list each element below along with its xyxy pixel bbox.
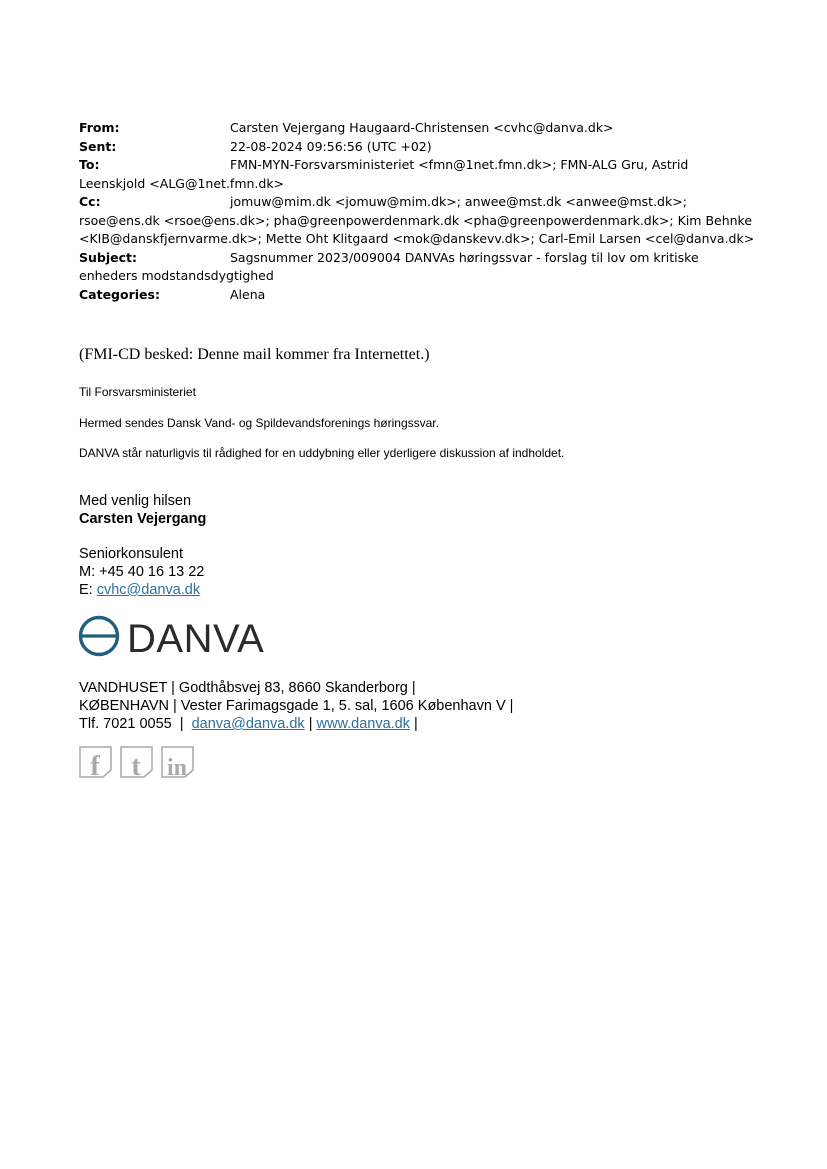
- categories-label: Categories:: [79, 286, 160, 302]
- cc-value-line3: <KIB@danskfjernvarme.dk>; Mette Oht Klitgaard <mok@danskevv.dk>; Carl-Emil Larsen <cel@danva.dk>: [79, 231, 755, 246]
- cc-label: Cc:: [79, 194, 101, 209]
- to-value-line1: FMN-MYN-Forsvarsministeriet <fmn@1net.fmn.dk>; FMN-ALG Gru, Astrid: [230, 157, 689, 172]
- facebook-icon[interactable]: [79, 746, 112, 778]
- danva-logo-mark: [81, 618, 118, 655]
- danva-logo-text: DANVA: [127, 617, 265, 659]
- subject-value-line1: Sagsnummer 2023/009004 DANVAs høringssvar - forslag til lov om kritiske: [230, 249, 699, 265]
- address-line-2: KØBENHAVN | Vester Farimagsgade 1, 5. sal, 1606 København V |: [79, 698, 514, 714]
- body-paragraph-2: DANVA står naturligvis til rådighed for en uddybning eller yderligere diskussion af indholdet.: [79, 446, 565, 460]
- subject-value-line2: enheders modstandsdygtighed: [79, 268, 274, 283]
- sent-value: 22-08-2024 09:56:56 (UTC +02): [230, 138, 432, 154]
- signature-email-link[interactable]: cvhc@danva.dk: [96, 582, 201, 598]
- svg-text:f: f: [90, 751, 100, 778]
- to-value-line2: Leenskjold <ALG@1net.fmn.dk>: [79, 175, 285, 191]
- signature-closing: Med venlig hilsen: [79, 493, 192, 509]
- email-header: [79, 119, 759, 304]
- from-label: From:: [79, 120, 120, 135]
- signature-phone: M: +45 40 16 13 22: [79, 564, 205, 580]
- linkedin-icon[interactable]: [161, 746, 194, 778]
- external-mail-banner: (FMI-CD besked: Denne mail kommer fra Internettet.): [79, 346, 430, 363]
- signature-title: Seniorkonsulent: [79, 546, 183, 562]
- sent-label: Sent:: [79, 138, 117, 154]
- org-email-link[interactable]: danva@danva.dk: [191, 716, 305, 732]
- cc-value-line1: jomuw@mim.dk <jomuw@mim.dk>; anwee@mst.dk <anwee@mst.dk>;: [230, 194, 687, 209]
- signature-email-prefix: E:: [79, 582, 97, 598]
- from-value: Carsten Vejergang Haugaard-Christensen <cvhc@danva.dk>: [230, 120, 614, 135]
- svg-text:t: t: [131, 751, 141, 778]
- to-label: To:: [79, 157, 100, 172]
- contact-separator: |: [304, 716, 317, 732]
- address-line-1: VANDHUSET | Godthåbsvej 83, 8660 Skanderborg |: [79, 680, 416, 696]
- signature-name: Carsten Vejergang: [79, 511, 207, 527]
- contact-line: [79, 715, 418, 733]
- signature-email-row: [79, 581, 200, 599]
- contact-trailing-separator: |: [410, 716, 418, 732]
- contact-phone: Tlf. 7021 0055 |: [79, 716, 192, 732]
- greeting: Til Forsvarsministeriet: [79, 385, 196, 399]
- cc-value-line2: rsoe@ens.dk <rsoe@ens.dk>; pha@greenpowerdenmark.dk <pha@greenpowerdenmark.dk>; Kim Behnke: [79, 212, 753, 228]
- categories-value: Alena: [230, 286, 266, 302]
- danva-logo: [78, 613, 270, 659]
- svg-text:in: in: [166, 755, 188, 778]
- twitter-icon[interactable]: [120, 746, 153, 778]
- body-paragraph-1: Hermed sendes Dansk Vand- og Spildevandsforenings høringssvar.: [79, 416, 439, 430]
- website-link[interactable]: www.danva.dk: [316, 716, 410, 732]
- subject-label: Subject:: [79, 249, 137, 265]
